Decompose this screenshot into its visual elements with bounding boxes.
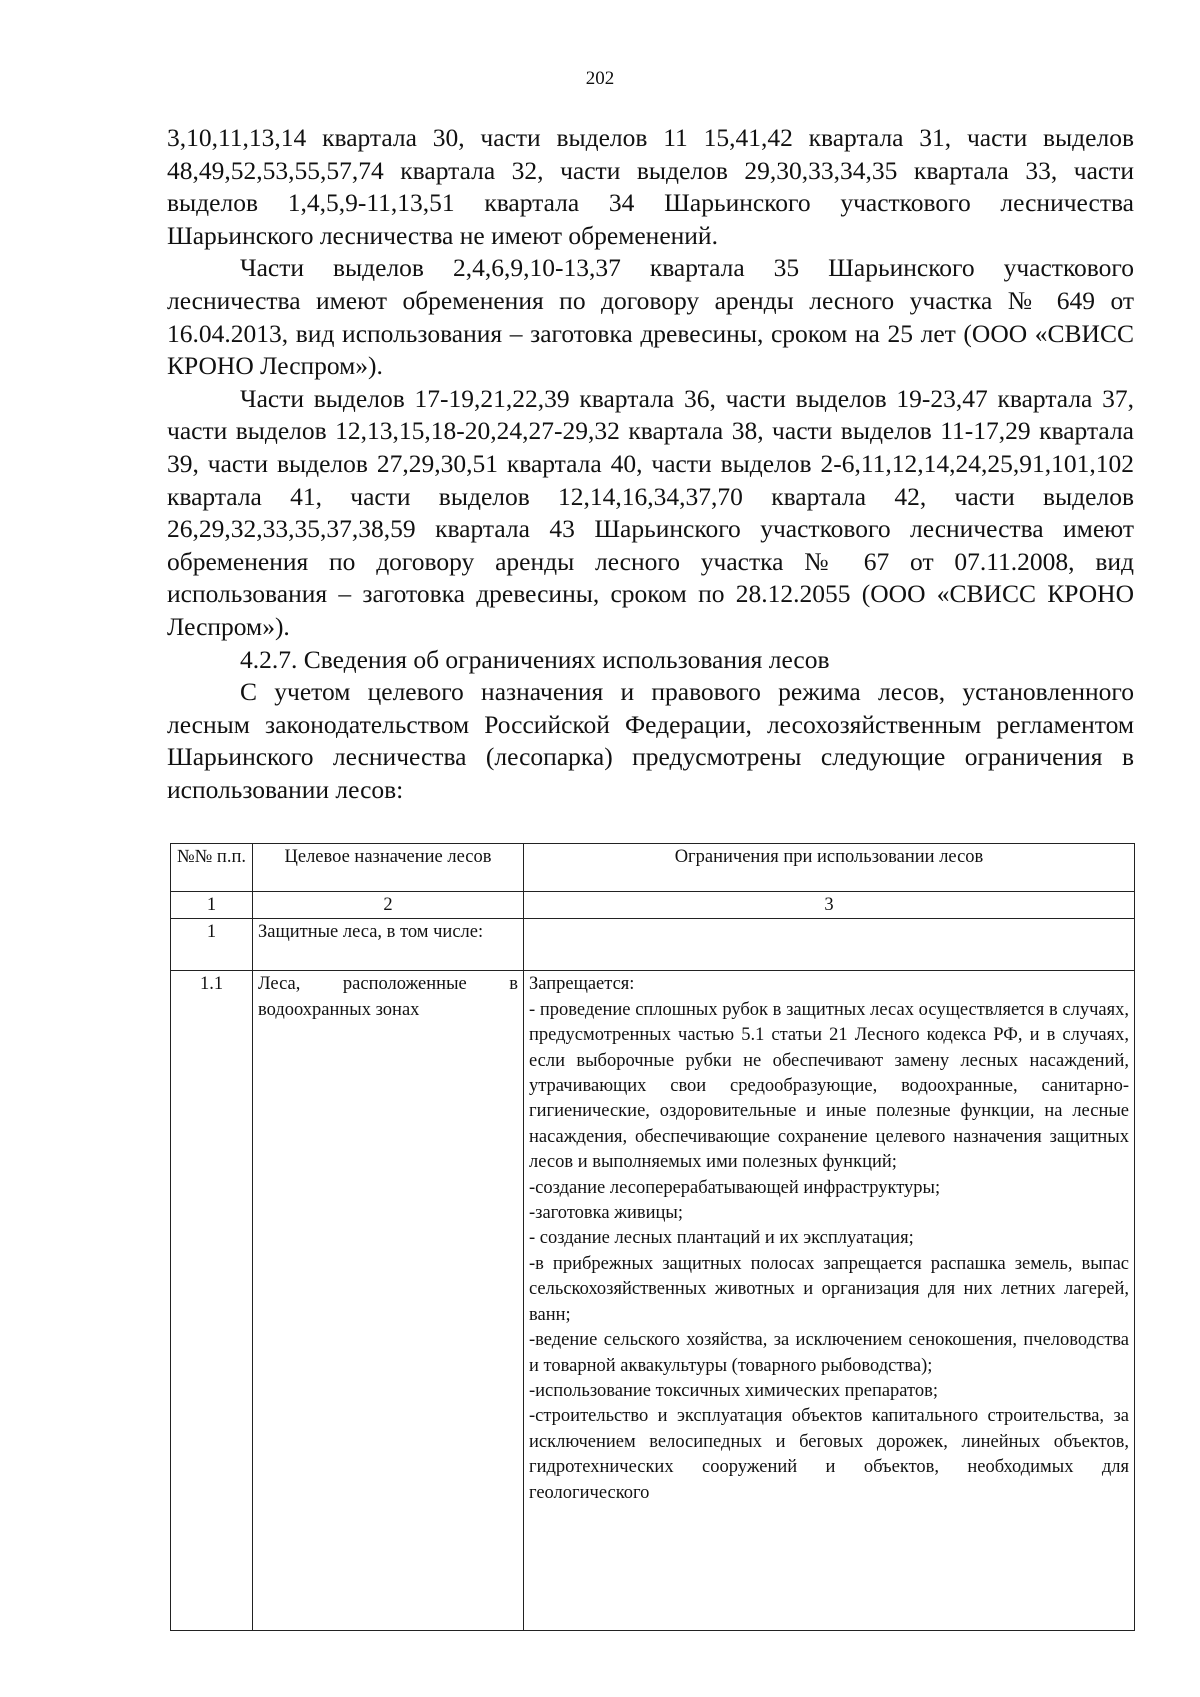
restriction-item: Запрещается: bbox=[529, 974, 635, 995]
row-number: 1.1 bbox=[171, 971, 253, 1631]
row-number: 1 bbox=[171, 919, 253, 971]
paragraph-no-encumbrances: 3,10,11,13,14 квартала 30, части выделов 11 15,41,42 квартала 31, части выделов 48,49,52,53,55,57,74 квартала 32, части выделов 29,30,33,34,35 квартала 33, части выделов 1,4,5,9-11,13,51 квартала 34 Шарьинского участкового лесничества Шарьинского лесничества не имеют обременений. bbox=[167, 123, 1134, 250]
restriction-item: - создание лесных плантаций и их эксплуатация; bbox=[529, 1228, 914, 1249]
column-number-2: 2 bbox=[253, 892, 524, 919]
restriction-item: -строительство и эксплуатация объектов капитального строительства, за исключением велосипедных и беговых дорожек, линейных объектов, гидротехнических сооружений и объектов, необходимых для геологического bbox=[529, 1406, 1129, 1503]
row-purpose: Леса, расположенные в водоохранных зонах bbox=[253, 971, 524, 1631]
page-number: 202 bbox=[585, 68, 615, 89]
restriction-item: - проведение сплошных рубок в защитных лесах осуществляется в случаях, предусмотренных частью 5.1 статьи 21 Лесного кодекса РФ, и в случаях, если выборочные рубки не обеспечивают замену лесных насаждений, утрачивающих свои средообразующие, водоохранные, санитарно-гигиенические, оздоровительные и иные полезные функции, на лесные насаждения, обеспечивающие сохранение целевого назначения защитных лесов и выполняемых ими полезных функций; bbox=[529, 999, 1129, 1173]
row-restrictions bbox=[524, 971, 1135, 1631]
paragraph-restrictions-intro: С учетом целевого назначения и правового режима лесов, установленного лесным законодательством Российской Федерации, лесохозяйственным регламентом Шарьинского лесничества (лесопарка) предусмотрены следующие ограничения в использовании лесов: bbox=[167, 677, 1134, 804]
column-number-row bbox=[171, 892, 1135, 919]
column-number-1: 1 bbox=[171, 892, 253, 919]
body-text bbox=[167, 122, 1134, 806]
restriction-item: -использование токсичных химических препаратов; bbox=[529, 1380, 939, 1401]
row-restrictions bbox=[524, 919, 1135, 971]
restriction-item: -в прибрежных защитных полосах запрещается распашка земель, выпас сельскохозяйственных животных и организация для них летних лагерей, ванн; bbox=[529, 1253, 1129, 1325]
header-number: №№ п.п. bbox=[171, 844, 253, 892]
row-purpose: Защитные леса, в том числе: bbox=[253, 919, 524, 971]
table-header-row bbox=[171, 844, 1135, 892]
header-restrictions: Ограничения при использовании лесов bbox=[524, 844, 1135, 892]
header-purpose: Целевое назначение лесов bbox=[253, 844, 524, 892]
restriction-item: -ведение сельского хозяйства, за исключением сенокошения, пчеловодства и товарной аквакультуры (товарного рыбоводства); bbox=[529, 1330, 1129, 1376]
restrictions-table bbox=[170, 843, 1135, 1631]
table-row bbox=[171, 919, 1135, 971]
paragraph-lease-649: Части выделов 2,4,6,9,10-13,37 квартала 35 Шарьинского участкового лесничества имеют обременения по договору аренды лесного участка № 649 от 16.04.2013, вид использования – заготовка древесины, сроком на 25 лет (ООО «СВИСС КРОНО Леспром»). bbox=[167, 253, 1134, 381]
restriction-item: -заготовка живицы; bbox=[529, 1203, 683, 1224]
section-heading: 4.2.7. Сведения об ограничениях использования лесов bbox=[240, 644, 830, 674]
restriction-item: -создание лесоперерабатывающей инфраструктуры; bbox=[529, 1177, 941, 1198]
table-row bbox=[171, 971, 1135, 1631]
paragraph-lease-67: Части выделов 17-19,21,22,39 квартала 36, части выделов 19-23,47 квартала 37, части выделов 12,13,15,18-20,24,27-29,32 квартала 38, части выделов 11-17,29 квартала 39, части выделов 27,29,30,51 квартала 40, части выделов 2-6,11,12,14,24,25,91,101,102 квартала 41, части выделов 12,14,16,34,37,70 квартала 42, части выделов 26,29,32,33,35,37,38,59 квартала 43 Шарьинского участкового лесничества имеют обременения по договору аренды лесного участка № 67 от 07.11.2008, вид использования – заготовка древесины, сроком по 28.12.2055 (ООО «СВИСС КРОНО Леспром»). bbox=[167, 383, 1134, 641]
column-number-3: 3 bbox=[524, 892, 1135, 919]
